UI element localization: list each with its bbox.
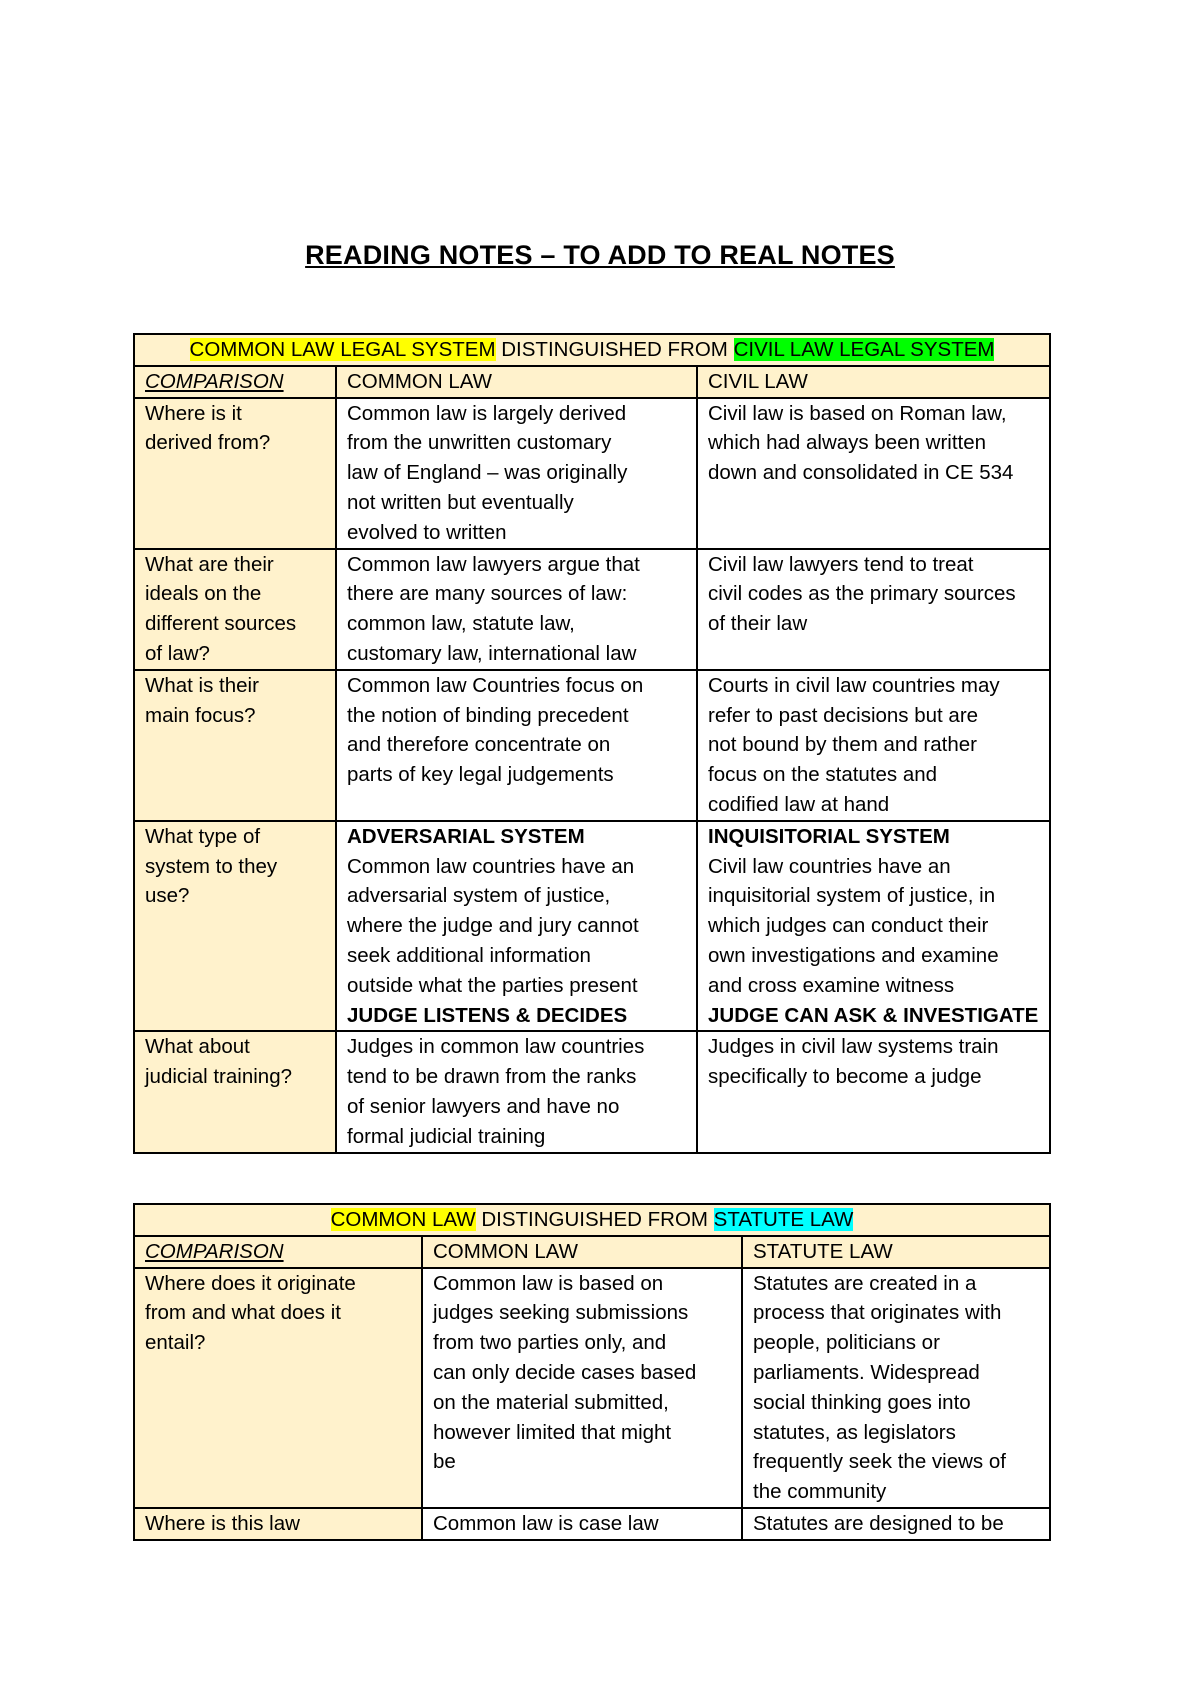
- heading-middle: DISTINGUISHED FROM: [475, 1208, 714, 1231]
- text-line: not written but eventually: [347, 490, 574, 514]
- text-line: system to they: [145, 854, 278, 878]
- text-line: Civil law countries have an: [708, 854, 951, 878]
- text-line: judges seeking submissions: [433, 1301, 689, 1325]
- text-line: process that originates with: [753, 1301, 1002, 1325]
- text-line: What is their: [145, 673, 259, 697]
- text-line: What type of: [145, 824, 261, 848]
- row-common-law-answer: [336, 821, 697, 1032]
- text-line: Civil law is based on Roman law,: [708, 401, 1007, 425]
- table-heading-row: [134, 334, 1050, 366]
- text-line: adversarial system of justice,: [347, 884, 611, 908]
- text-line: derived from?: [145, 431, 271, 455]
- text-line: main focus?: [145, 703, 256, 727]
- column-header-statute-law: STATUTE LAW: [742, 1236, 1050, 1268]
- text-line: of their law: [708, 612, 808, 636]
- row-civil-law-answer: [697, 1031, 1050, 1152]
- text-line: and cross examine witness: [708, 973, 955, 997]
- heading-highlight-statute: STATUTE LAW: [713, 1208, 854, 1231]
- system-heading: INQUISITORIAL SYSTEM: [708, 824, 950, 848]
- text-line: outside what the parties present: [347, 973, 638, 997]
- row-question: [134, 549, 336, 670]
- text-line: Where is it: [145, 401, 242, 425]
- heading-middle: DISTINGUISHED FROM: [495, 338, 734, 361]
- row-civil-law-answer: [697, 549, 1050, 670]
- table-row: [134, 821, 1050, 1032]
- table-row: [134, 398, 1050, 549]
- text-line: different sources: [145, 612, 297, 636]
- text-line: customary law, international law: [347, 641, 637, 665]
- row-civil-law-answer: [697, 398, 1050, 549]
- text-line: common law, statute law,: [347, 612, 575, 636]
- table-row: [134, 1031, 1050, 1152]
- text-line: where the judge and jury cannot: [347, 914, 639, 938]
- row-common-law-answer: [336, 549, 697, 670]
- text-line: which had always been written: [708, 431, 987, 455]
- row-question: [134, 821, 336, 1032]
- column-header-comparison: COMPARISON: [134, 1236, 422, 1268]
- text-line: civil codes as the primary sources: [708, 582, 1016, 606]
- system-summary: JUDGE CAN ASK & INVESTIGATE: [708, 1003, 1039, 1027]
- page-title: READING NOTES – TO ADD TO REAL NOTES: [305, 240, 895, 270]
- text-line: ideals on the: [145, 582, 262, 606]
- heading-highlight-common: COMMON LAW LEGAL SYSTEM: [189, 338, 496, 361]
- text-line: Judges in common law countries: [347, 1035, 645, 1059]
- text-line: parts of key legal judgements: [347, 763, 614, 787]
- table-heading-row: [134, 1204, 1050, 1236]
- row-question: [134, 1508, 422, 1540]
- text-line: evolved to written: [347, 520, 507, 544]
- column-header-row: [134, 1236, 1050, 1268]
- column-header-row: [134, 366, 1050, 398]
- text-line: and therefore concentrate on: [347, 733, 611, 757]
- row-question: [134, 1268, 422, 1508]
- system-heading: ADVERSARIAL SYSTEM: [347, 824, 585, 848]
- text-line: Where is this law: [145, 1511, 300, 1535]
- text-line: can only decide cases based: [433, 1360, 697, 1384]
- text-line: social thinking goes into: [753, 1390, 971, 1414]
- text-line: codified law at hand: [708, 792, 890, 816]
- text-line: Civil law lawyers tend to treat: [708, 552, 974, 576]
- common-vs-statute-table: [133, 1203, 1051, 1541]
- table-row: [134, 549, 1050, 670]
- text-line: the community: [753, 1480, 887, 1504]
- system-summary: JUDGE LISTENS & DECIDES: [347, 1003, 628, 1027]
- text-line: there are many sources of law:: [347, 582, 628, 606]
- text-line: Common law countries have an: [347, 854, 635, 878]
- row-civil-law-answer: [697, 821, 1050, 1032]
- text-line: statutes, as legislators: [753, 1420, 956, 1444]
- table-heading: [134, 1204, 1050, 1236]
- text-line: down and consolidated in CE 534: [708, 461, 1014, 485]
- text-line: Judges in civil law systems train: [708, 1035, 999, 1059]
- table-row: [134, 1268, 1050, 1508]
- row-question: [134, 670, 336, 821]
- row-civil-law-answer: [697, 670, 1050, 821]
- text-line: Common law is largely derived: [347, 401, 627, 425]
- text-line: Where does it originate: [145, 1271, 356, 1295]
- text-line: from and what does it: [145, 1301, 341, 1325]
- text-line: from the unwritten customary: [347, 431, 612, 455]
- text-line: the notion of binding precedent: [347, 703, 629, 727]
- text-line: focus on the statutes and: [708, 763, 938, 787]
- text-line: use?: [145, 884, 190, 908]
- text-line: of law?: [145, 641, 210, 665]
- text-line: tend to be drawn from the ranks: [347, 1065, 637, 1089]
- text-line: law of England – was originally: [347, 461, 628, 485]
- row-statute-law-answer: [742, 1508, 1050, 1540]
- text-line: which judges can conduct their: [708, 914, 989, 938]
- row-question: [134, 398, 336, 549]
- text-line: be: [433, 1450, 456, 1474]
- text-line: judicial training?: [145, 1065, 293, 1089]
- column-header-comparison: COMPARISON: [134, 366, 336, 398]
- column-header-common-law: COMMON LAW: [422, 1236, 742, 1268]
- text-line: parliaments. Widespread: [753, 1360, 980, 1384]
- text-line: specifically to become a judge: [708, 1065, 982, 1089]
- table-heading: [134, 334, 1050, 366]
- text-line: seek additional information: [347, 943, 591, 967]
- text-line: not bound by them and rather: [708, 733, 977, 757]
- table-row: [134, 670, 1050, 821]
- text-line: of senior lawyers and have no: [347, 1094, 620, 1118]
- text-line: from two parties only, and: [433, 1331, 667, 1355]
- column-header-civil-law: CIVIL LAW: [697, 366, 1050, 398]
- text-line: inquisitorial system of justice, in: [708, 884, 996, 908]
- text-line: formal judicial training: [347, 1124, 546, 1148]
- text-line: however limited that might: [433, 1420, 672, 1444]
- text-line: What are their: [145, 552, 274, 576]
- common-vs-civil-table: [133, 333, 1051, 1154]
- row-common-law-answer: [336, 670, 697, 821]
- row-common-law-answer: [336, 1031, 697, 1152]
- table-row: [134, 1508, 1050, 1540]
- text-line: refer to past decisions but are: [708, 703, 979, 727]
- text-line: Courts in civil law countries may: [708, 673, 1000, 697]
- column-header-common-law: COMMON LAW: [336, 366, 697, 398]
- row-common-law-answer: [422, 1508, 742, 1540]
- text-line: on the material submitted,: [433, 1390, 669, 1414]
- text-line: people, politicians or: [753, 1331, 940, 1355]
- text-line: own investigations and examine: [708, 943, 999, 967]
- text-line: Common law is based on: [433, 1271, 664, 1295]
- text-line: Statutes are designed to be: [753, 1511, 1004, 1535]
- row-common-law-answer: [336, 398, 697, 549]
- heading-highlight-civil: CIVIL LAW LEGAL SYSTEM: [733, 338, 995, 361]
- heading-highlight-common: COMMON LAW: [330, 1208, 476, 1231]
- text-line: Common law is case law: [433, 1511, 659, 1535]
- row-common-law-answer: [422, 1268, 742, 1508]
- row-statute-law-answer: [742, 1268, 1050, 1508]
- text-line: Common law Countries focus on: [347, 673, 644, 697]
- text-line: Statutes are created in a: [753, 1271, 977, 1295]
- text-line: What about: [145, 1035, 250, 1059]
- text-line: frequently seek the views of: [753, 1450, 1006, 1474]
- text-line: Common law lawyers argue that: [347, 552, 640, 576]
- text-line: entail?: [145, 1331, 206, 1355]
- row-question: [134, 1031, 336, 1152]
